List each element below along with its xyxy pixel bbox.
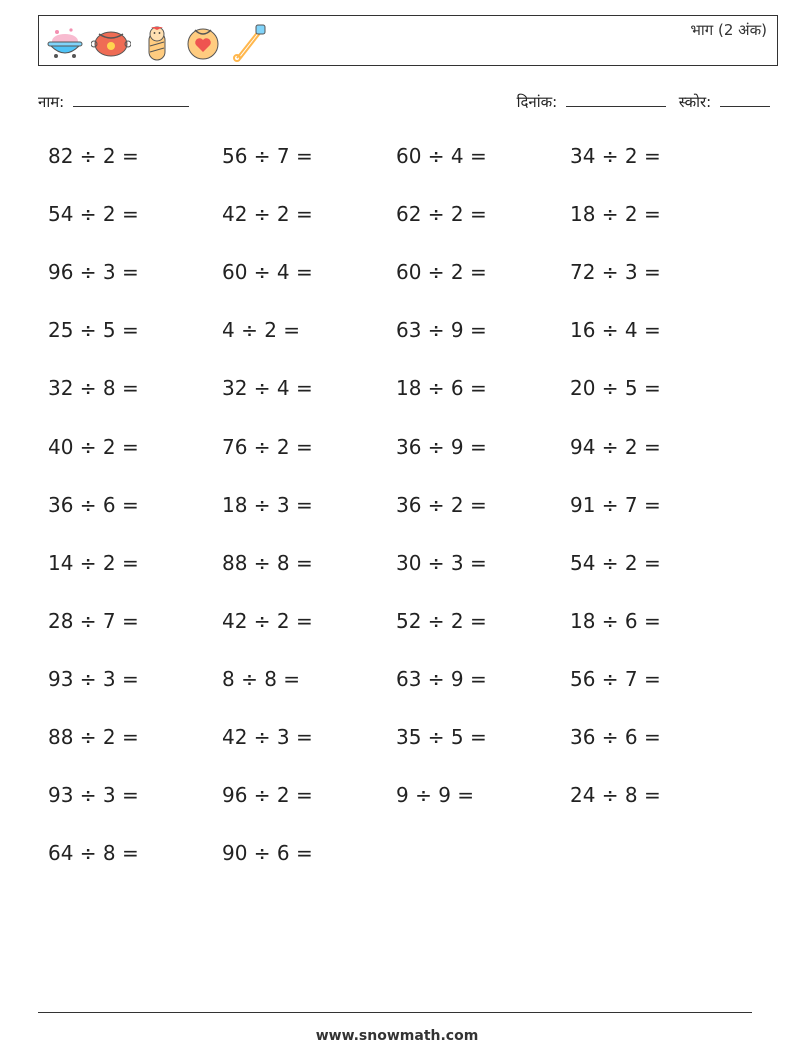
name-label: नाम: [38,93,65,111]
division-problem: 72 ÷ 3 = [570,260,661,284]
name-field [38,92,189,112]
division-problem: 4 ÷ 2 = [222,318,301,342]
division-problem: 93 ÷ 3 = [48,783,139,807]
division-problem: 8 ÷ 8 = [222,667,301,691]
footer-url: www.snowmath.com [315,1028,479,1044]
division-problem: 18 ÷ 2 = [570,202,661,226]
division-problem: 54 ÷ 2 = [48,202,139,226]
division-problem: 36 ÷ 6 = [48,493,139,517]
date-blank[interactable] [566,92,666,107]
division-problem: 32 ÷ 4 = [222,376,313,400]
division-problem: 30 ÷ 3 = [396,551,487,575]
division-problem: 60 ÷ 4 = [222,260,313,284]
division-problem: 88 ÷ 8 = [222,551,313,575]
name-blank[interactable] [73,92,189,107]
division-problem: 40 ÷ 2 = [48,435,139,459]
division-problem: 60 ÷ 2 = [396,260,487,284]
division-problem: 56 ÷ 7 = [570,667,661,691]
division-problem: 93 ÷ 3 = [48,667,139,691]
score-blank[interactable] [720,92,770,107]
division-problem: 36 ÷ 6 = [570,725,661,749]
division-problem: 35 ÷ 5 = [396,725,487,749]
division-problem: 96 ÷ 3 = [48,260,139,284]
date-score-field [517,92,770,112]
division-problem: 36 ÷ 2 = [396,493,487,517]
division-problem: 60 ÷ 4 = [396,144,487,168]
division-problem: 24 ÷ 8 = [570,783,661,807]
division-problem: 96 ÷ 2 = [222,783,313,807]
division-problem: 88 ÷ 2 = [48,725,139,749]
division-problem: 16 ÷ 4 = [570,318,661,342]
division-problem: 28 ÷ 7 = [48,609,139,633]
division-problem: 42 ÷ 2 = [222,609,313,633]
division-problem: 34 ÷ 2 = [570,144,661,168]
date-label: दिनांक: [516,93,558,111]
division-problem: 91 ÷ 7 = [570,493,661,517]
division-problem: 64 ÷ 8 = [48,841,139,865]
division-problem: 14 ÷ 2 = [48,551,139,575]
worksheet-header [38,15,778,66]
division-problem: 18 ÷ 6 = [570,609,661,633]
division-problem: 56 ÷ 7 = [222,144,313,168]
division-problem: 18 ÷ 6 = [396,376,487,400]
division-problem: 25 ÷ 5 = [48,318,139,342]
division-problem: 54 ÷ 2 = [570,551,661,575]
score-label: स्कोर: [678,93,712,111]
footer-divider [38,1012,752,1013]
heart-bib-icon [181,20,225,64]
safety-pin-icon [227,20,271,64]
worksheet-title: भाग (2 अंक) [690,21,767,39]
division-problem: 52 ÷ 2 = [396,609,487,633]
division-problem: 63 ÷ 9 = [396,318,487,342]
division-problem: 18 ÷ 3 = [222,493,313,517]
student-info-row [38,92,770,116]
division-problem: 20 ÷ 5 = [570,376,661,400]
division-problem: 63 ÷ 9 = [396,667,487,691]
division-problem: 82 ÷ 2 = [48,144,139,168]
division-problem: 36 ÷ 9 = [396,435,487,459]
division-problem: 32 ÷ 8 = [48,376,139,400]
header-icons [43,20,271,64]
division-problem: 62 ÷ 2 = [396,202,487,226]
baby-bathtub-icon [43,20,87,64]
division-problem: 9 ÷ 9 = [396,783,475,807]
division-problem: 76 ÷ 2 = [222,435,313,459]
division-problem: 90 ÷ 6 = [222,841,313,865]
division-problem: 94 ÷ 2 = [570,435,661,459]
baby-bib-icon [89,20,133,64]
division-problem: 42 ÷ 3 = [222,725,313,749]
swaddled-baby-icon [135,20,179,64]
division-problem: 42 ÷ 2 = [222,202,313,226]
